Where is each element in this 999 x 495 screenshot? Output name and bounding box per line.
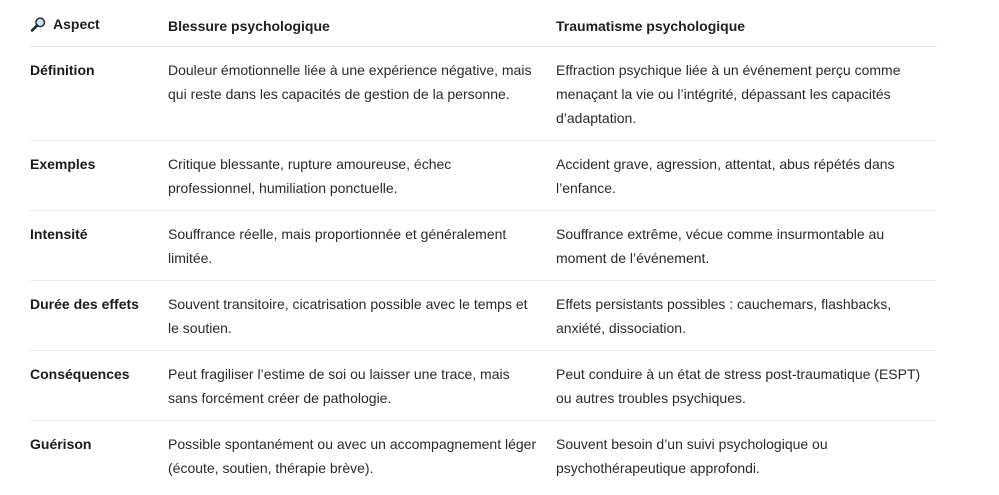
traumatisme-cell: Souffrance extrême, vécue comme insurmontable au moment de l’événement. xyxy=(556,210,937,280)
table-row xyxy=(30,46,937,140)
aspect-cell: Conséquences xyxy=(30,350,168,420)
aspect-cell: Définition xyxy=(30,46,168,140)
blessure-cell: Douleur émotionnelle liée à une expérience négative, mais qui reste dans les capacités de gestion de la personne. xyxy=(168,46,556,140)
table-row xyxy=(30,140,937,210)
header-aspect-label: Aspect xyxy=(53,16,100,32)
header-traumatisme: Traumatisme psychologique xyxy=(556,6,937,46)
traumatisme-cell: Peut conduire à un état de stress post-traumatique (ESPT) ou autres troubles psychiques. xyxy=(556,350,937,420)
blessure-cell: Souvent transitoire, cicatrisation possible avec le temps et le soutien. xyxy=(168,280,556,350)
traumatisme-cell: Souvent besoin d’un suivi psychologique ou psychothérapeutique approfondi. xyxy=(556,435,828,476)
table-row xyxy=(30,420,937,490)
magnifier-icon xyxy=(30,16,47,33)
blessure-cell: Souffrance réelle, mais proportionnée et généralement limitée. xyxy=(168,210,556,280)
aspect-cell: Guérison xyxy=(30,435,92,452)
traumatisme-cell: Accident grave, agression, attentat, abus répétés dans l’enfance. xyxy=(556,140,937,210)
aspect-cell: Intensité xyxy=(30,210,168,280)
header-aspect xyxy=(30,6,168,46)
aspect-cell: Durée des effets xyxy=(30,280,168,350)
table-header xyxy=(30,6,937,46)
blessure-cell: Peut fragiliser l’estime de soi ou laisser une trace, mais sans forcément créer de pathologie. xyxy=(168,350,556,420)
header-blessure: Blessure psychologique xyxy=(168,6,556,46)
traumatisme-cell: Effraction psychique liée à un événement perçu comme menaçant la vie ou l’intégrité, dépassant les capacités d’adaptation. xyxy=(556,46,937,140)
blessure-cell: Critique blessante, rupture amoureuse, échec professionnel, humiliation ponctuelle. xyxy=(168,140,556,210)
blessure-cell: Possible spontanément ou avec un accompagnement léger (écoute, soutien, thérapie brève). xyxy=(168,435,537,476)
table-row xyxy=(30,210,937,280)
comparison-table xyxy=(30,6,937,490)
table-row xyxy=(30,350,937,420)
header-row xyxy=(30,6,937,46)
table-row xyxy=(30,280,937,350)
traumatisme-cell: Effets persistants possibles : cauchemars, flashbacks, anxiété, dissociation. xyxy=(556,280,937,350)
aspect-cell: Exemples xyxy=(30,140,168,210)
